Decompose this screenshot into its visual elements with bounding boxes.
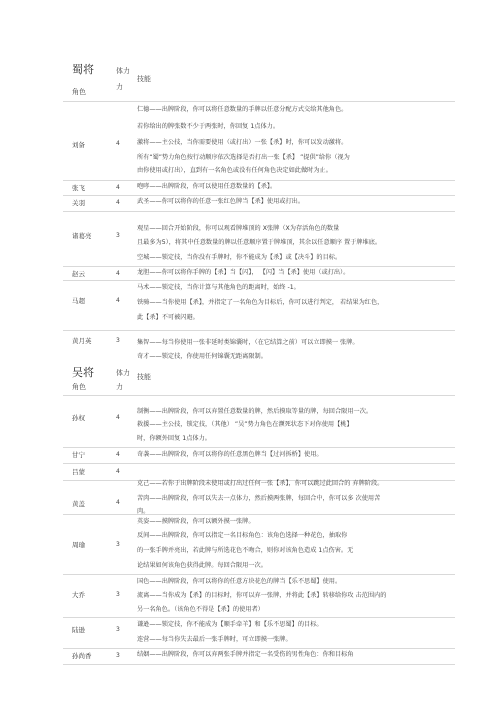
skill-line: 国色——出牌阶段，你可以将你的任意方块花色的牌当【乐不思蜀】使用。	[137, 578, 342, 585]
skill-line: 此【杀】不可被闪避。	[137, 314, 199, 321]
hero-name: 诸葛亮	[72, 232, 92, 240]
skill-line: 流离——当你成为【杀】的目标时，你可以弃一张牌，并将此【杀】转移给你攻 击范围内的	[137, 592, 387, 599]
hero-hp: 4	[116, 468, 120, 475]
hero-hp: 4	[116, 270, 120, 277]
skill-line: 反间——出牌阶段，你可以指定一名目标角色：该角色选择一种花色，抽取你	[137, 532, 348, 539]
hero-hp: 3	[116, 591, 120, 598]
row-divider	[63, 447, 455, 448]
skill-line: 龙胆——你可以将你手牌的【杀】当【闪】， 【闪】当【杀】使用（或打出）。	[137, 269, 350, 276]
header-role: 角色	[72, 88, 86, 96]
section-title-shu: 蜀将	[72, 63, 94, 76]
skill-line: 救援——主公技，锁定技，（其他） ”吴”势力角色在濒死状态下对你使用【桃】	[137, 421, 353, 428]
hero-hp: 3	[116, 626, 120, 633]
hero-name: 大乔	[72, 591, 85, 599]
hero-hp: 3	[116, 232, 120, 239]
row-divider	[63, 101, 455, 102]
skill-line: 武圣——你可以将你的任意一张红色牌当【杀】使用或打出。	[137, 198, 305, 205]
hero-hp: 4	[116, 184, 120, 191]
hero-name: 马超	[72, 297, 85, 305]
row-divider	[63, 280, 455, 281]
row-divider	[63, 330, 455, 331]
hero-hp: 4	[116, 199, 120, 206]
skill-line: 观星——回合开始阶段，你可以观看牌堆顶的 X张牌（X为存活角色的数量	[137, 225, 340, 232]
hero-name: 关羽	[72, 199, 85, 207]
skill-line: 连营——每当你失去最后一张手牌时，可立即摸一张牌。	[137, 636, 292, 643]
skill-line: 空城——锁定技，当你没有手牌时，你不能成为【杀】或【决斗】的目标。	[137, 254, 342, 261]
skill-line: 制衡——出牌阶段，你可以弃置任意数量的牌，然后摸取等量的牌，每回合限用一次。	[137, 408, 373, 415]
skill-line: 谦逊——锁定技，你不能成为【顺手牵羊】和【乐不思蜀】的目标。	[137, 621, 323, 628]
header-hp-cont: 力	[116, 383, 123, 391]
skill-line: 且最多为5），将其中任意数量的牌以任意顺序置于牌堆顶，其余以任意顺序 置于牌堆底。	[137, 239, 382, 246]
hero-hp: 3	[116, 541, 120, 548]
row-divider	[63, 395, 455, 396]
hero-name: 孙权	[72, 414, 85, 422]
skill-line: 克己——若你于出牌阶段未使用或打出过任何一张【杀】，你可以跳过此回合的 弃牌阶段。	[137, 480, 384, 487]
skill-line: 论结果如何该角色获得此牌。每回合限用一次。	[137, 562, 267, 569]
hero-name: 吕蒙	[72, 468, 85, 476]
row-divider	[63, 266, 455, 267]
skill-line: 时，你额外回复 1点体力。	[137, 435, 211, 442]
skill-line: 肉。	[137, 508, 150, 515]
hero-hp: 3	[116, 337, 120, 344]
header-skill: 技能	[137, 75, 151, 83]
hero-hp: 4	[116, 451, 120, 458]
skill-line: 奇才——锁定技，你使用任何锦囊无距离限制。	[137, 353, 267, 360]
skill-line: 的一张手牌并亮出，若此牌与所选花色不吻合，则你对该角色造成 1点伤害。无	[137, 547, 354, 554]
skill-line: 仁德——出牌阶段，你可以将任意数量的手牌以任意分配方式交给其他角色。	[137, 106, 348, 113]
hero-hp: 3	[116, 652, 120, 659]
header-hp: 体力	[116, 67, 130, 75]
hero-name: 陆逊	[72, 626, 85, 634]
row-divider	[63, 648, 455, 649]
header-hp-cont: 力	[116, 83, 123, 91]
skill-line: 苦肉——出牌阶段，你可以失去一点体力，然后摸两张牌，每回合中，你可以多 次使用苦	[137, 495, 381, 502]
skill-line: 集智——每当你使用一张非延时类锦囊时，（在它结算之前）可以立即摸一 张牌。	[137, 339, 359, 346]
skill-line: 英姿——摸牌阶段，你可以额外摸一张牌。	[137, 518, 255, 525]
hero-name: 孙尚香	[72, 652, 92, 660]
header-hp: 体力	[116, 369, 130, 377]
skill-line: 铁骑——当你使用【杀】，并指定了一名角色为目标后，你可以进行判定， 若结果为红色，	[137, 299, 384, 306]
skill-line: 所有“蜀”势力角色按行动顺序依次选择是否打出一张【杀】 ”提供”给你（视为	[137, 154, 350, 161]
hero-name: 甘宁	[72, 451, 85, 459]
skill-line: 马术——锁定技，当你计算与其他角色的距离时，始终 -1。	[137, 284, 300, 291]
row-divider	[63, 180, 455, 181]
hero-hp: 4	[116, 140, 120, 147]
row-divider	[63, 514, 455, 515]
hero-name: 张飞	[72, 184, 85, 192]
skill-line: 激将——主公技，当你需要使用（或打出）一张【杀】时，你可以发动激将。	[137, 139, 348, 146]
hero-name: 黄月英	[72, 337, 92, 345]
header-skill: 技能	[137, 373, 151, 381]
row-divider	[63, 617, 455, 618]
skill-line: 若你给出的牌张数不少于两张时，你回复 1点体力。	[137, 123, 280, 130]
row-divider	[63, 195, 455, 196]
row-divider	[63, 574, 455, 575]
section-title-wu: 吴将	[72, 366, 94, 379]
hero-name: 赵云	[72, 270, 85, 278]
skill-line: 奇袭——出牌阶段，你可以将你的任意黑色牌当【过河拆桥】使用。	[137, 451, 323, 458]
skill-line: 结姻——出牌阶段，你可以弃两张手牌并指定一名受伤的男性角色：你和目标角	[137, 651, 354, 658]
row-divider	[63, 664, 455, 665]
hero-name: 周瑜	[72, 541, 85, 549]
skill-line: 另一名角色。（该角色不得是【杀】的使用者）	[137, 606, 264, 613]
skill-line: 咆哮——出牌阶段，你可以使用任意数量的【杀】。	[137, 183, 277, 190]
skill-line: 由你使用或打出），直到有一名角色或没有任何角色决定如此做时为止。	[137, 167, 332, 174]
header-role: 角色	[72, 383, 86, 391]
hero-hp: 4	[116, 297, 120, 304]
hero-name: 刘备	[72, 141, 85, 149]
hero-name: 黄盖	[72, 500, 85, 508]
hero-hp: 4	[116, 414, 120, 421]
hero-hp: 4	[116, 499, 120, 506]
row-divider	[63, 211, 455, 212]
row-divider	[63, 463, 455, 464]
